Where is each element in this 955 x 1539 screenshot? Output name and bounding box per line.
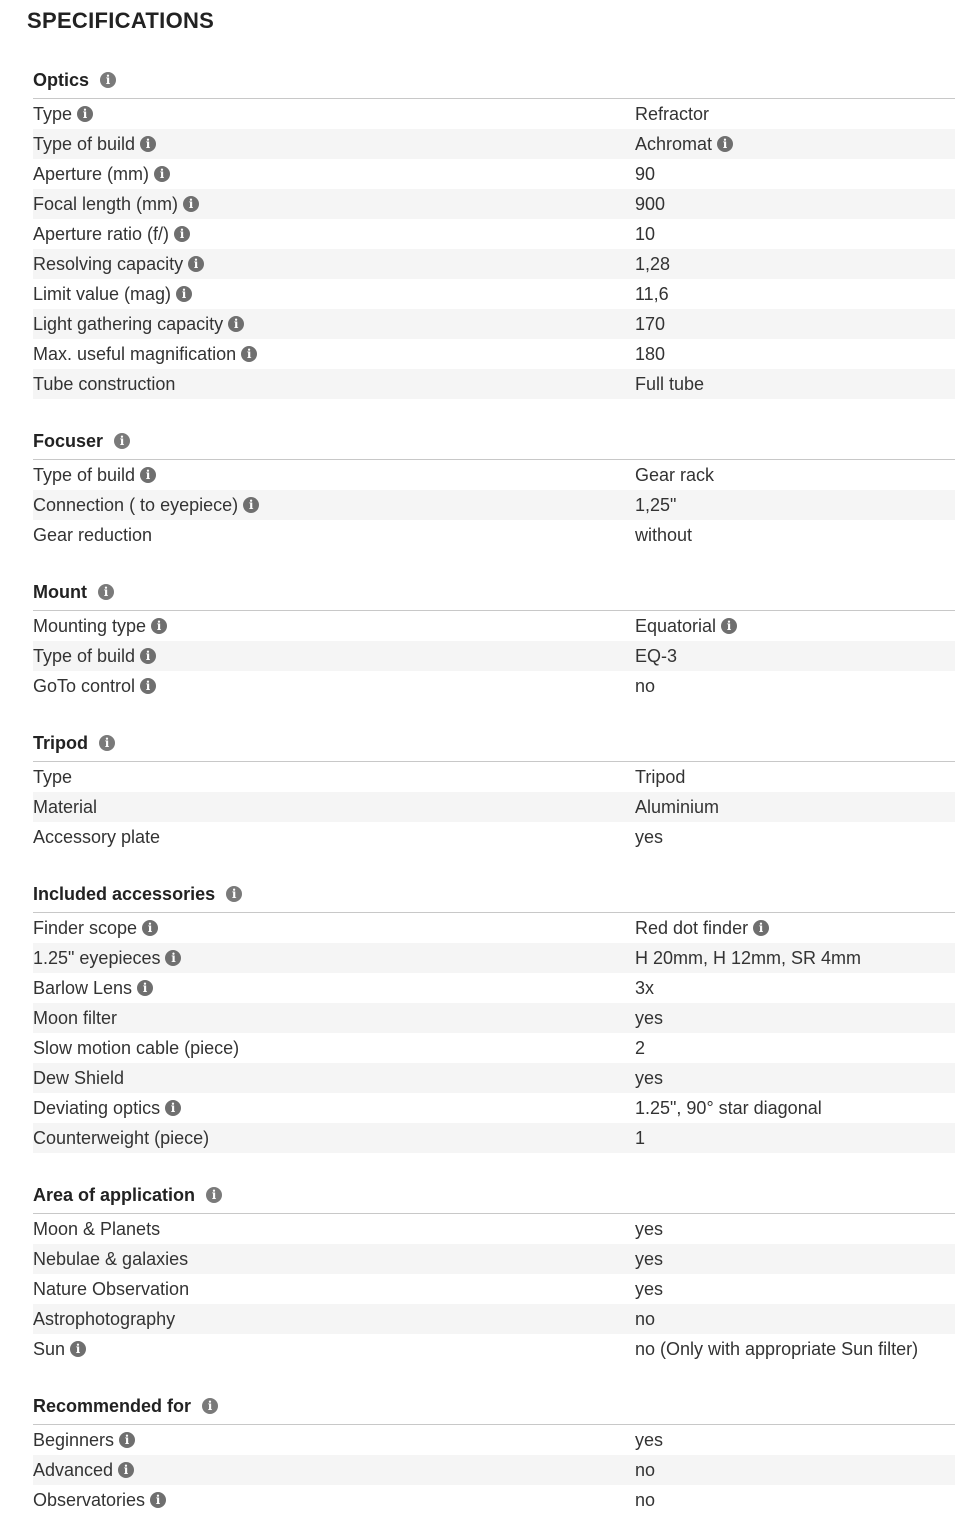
spec-label: Material [33,796,98,817]
spec-value: Red dot finder [635,917,749,938]
spec-value-cell [635,104,709,125]
spec-value-cell [635,646,677,667]
spec-row [33,309,955,339]
spec-row [33,611,955,641]
spec-value: 1.25", 90° star diagonal [635,1097,822,1118]
spec-value-cell [635,948,861,969]
spec-value-cell [635,224,655,245]
info-icon[interactable]: i [241,346,257,362]
spec-value: 10 [635,223,656,244]
info-icon[interactable]: i [165,1100,181,1116]
spec-label-cell [33,104,635,125]
spec-row [33,1123,955,1153]
spec-row [33,641,955,671]
spec-row [33,369,955,399]
spec-value-cell [635,1249,663,1270]
spec-label: Sun [33,1338,66,1359]
spec-table [33,1214,955,1364]
spec-label: Slow motion cable (piece) [33,1037,240,1058]
spec-label-cell [33,314,635,335]
info-icon[interactable]: i [165,950,181,966]
spec-label: Barlow Lens [33,977,133,998]
spec-value-cell [635,616,737,637]
spec-value-cell [635,1068,663,1089]
spec-label: Type [33,103,73,124]
spec-label: Gear reduction [33,524,153,545]
spec-value: no [635,1459,656,1480]
info-icon[interactable]: i [226,886,242,902]
spec-value-cell [635,1309,655,1330]
spec-value: Gear rack [635,464,715,485]
spec-label-cell [33,646,635,667]
spec-label: Limit value (mag) [33,283,172,304]
spec-label-cell [33,1279,635,1300]
section-header [33,1177,955,1214]
spec-label: Tube construction [33,373,176,394]
section-header [33,62,955,99]
info-icon[interactable]: i [119,1432,135,1448]
spec-value-cell [635,1490,655,1511]
section-title: Included accessories [33,883,216,904]
info-icon[interactable]: i [137,980,153,996]
spec-value: yes [635,1248,664,1269]
spec-value: 1 [635,1127,646,1148]
info-icon[interactable]: i [721,618,737,634]
spec-row [33,1425,955,1455]
spec-label: Beginners [33,1429,115,1450]
section-mount [33,574,955,701]
spec-value: no [635,1308,656,1329]
spec-value: no (Only with appropriate Sun filter) [635,1338,919,1359]
spec-row [33,1334,955,1364]
spec-row [33,1033,955,1063]
spec-label-cell [33,254,635,275]
spec-value: 170 [635,313,666,334]
info-icon[interactable]: i [77,106,93,122]
spec-value: 1,25" [635,494,677,515]
spec-value-cell [635,1339,918,1360]
spec-row [33,762,955,792]
spec-value: without [635,524,693,545]
spec-label: Aperture ratio (f/) [33,223,170,244]
spec-row [33,913,955,943]
spec-label: Moon filter [33,1007,118,1028]
spec-label: Type [33,766,73,787]
spec-value: 1,28 [635,253,671,274]
spec-value-cell [635,344,665,365]
spec-value-cell [635,1128,645,1149]
spec-label: Nature Observation [33,1278,190,1299]
spec-value-cell [635,1219,663,1240]
spec-label-cell [33,194,635,215]
section-title: Optics [33,69,90,90]
info-icon[interactable]: i [150,1492,166,1508]
section-tripod [33,725,955,852]
spec-label-cell [33,827,635,848]
spec-label: 1.25" eyepieces [33,947,161,968]
spec-label-cell [33,224,635,245]
spec-value: no [635,675,656,696]
info-icon[interactable]: i [188,256,204,272]
spec-label-cell [33,284,635,305]
spec-value: Equatorial [635,615,717,636]
section-area-of-application [33,1177,955,1364]
spec-value-cell [635,134,733,155]
spec-value-cell [635,525,692,546]
spec-row [33,1485,955,1515]
spec-value: 11,6 [635,283,669,304]
spec-label: Type of build [33,645,136,666]
info-icon[interactable]: i [140,648,156,664]
spec-label-cell [33,948,635,969]
spec-label-cell [33,1068,635,1089]
spec-value: EQ-3 [635,645,678,666]
spec-label-cell [33,918,635,939]
spec-value: Achromat [635,133,713,154]
spec-label: Mounting type [33,615,147,636]
spec-value-cell [635,1460,655,1481]
spec-label: Type of build [33,464,136,485]
spec-value: 3x [635,977,655,998]
spec-label-cell [33,344,635,365]
spec-value-cell [635,374,704,395]
spec-value: no [635,1489,656,1510]
spec-label: Deviating optics [33,1097,161,1118]
spec-label-cell [33,676,635,697]
section-title: Mount [33,581,87,602]
spec-label: Advanced [33,1459,114,1480]
spec-table [33,913,955,1153]
spec-label-cell [33,164,635,185]
info-icon[interactable]: i [140,136,156,152]
spec-value-cell [635,978,654,999]
info-icon[interactable]: i [202,1398,218,1414]
spec-label: Finder scope [33,917,138,938]
spec-label-cell [33,495,635,516]
section-title: Tripod [33,732,88,753]
spec-value: yes [635,826,664,847]
spec-value: 180 [635,343,666,364]
spec-label-cell [33,1249,635,1270]
spec-value-cell [635,797,719,818]
spec-label-cell [33,1430,635,1451]
info-icon[interactable]: i [243,497,259,513]
spec-row [33,159,955,189]
spec-row [33,1214,955,1244]
info-icon[interactable]: i [140,678,156,694]
section-title: Area of application [33,1184,196,1205]
info-icon[interactable]: i [151,618,167,634]
info-icon[interactable]: i [140,467,156,483]
spec-label: GoTo control [33,675,136,696]
spec-label-cell [33,1339,635,1360]
spec-label-cell [33,797,635,818]
spec-label-cell [33,134,635,155]
spec-table [33,762,955,852]
page-title: SPECIFICATIONS [27,8,215,33]
info-icon[interactable]: i [142,920,158,936]
spec-value-cell [635,314,665,335]
info-icon[interactable]: i [70,1341,86,1357]
info-icon[interactable]: i [118,1462,134,1478]
spec-label: Counterweight (piece) [33,1127,210,1148]
spec-value: yes [635,1218,664,1239]
spec-value: 900 [635,193,666,214]
spec-value-cell [635,284,669,305]
spec-row [33,249,955,279]
spec-label-cell [33,1219,635,1240]
spec-label-cell [33,978,635,999]
spec-value-cell [635,1038,645,1059]
spec-value-cell [635,1098,822,1119]
spec-row [33,1304,955,1334]
spec-label: Moon & Planets [33,1218,161,1239]
spec-row [33,129,955,159]
section-header [33,423,955,460]
spec-label-cell [33,1038,635,1059]
info-icon[interactable]: i [206,1187,222,1203]
spec-label-cell [33,1098,635,1119]
info-icon[interactable]: i [717,136,733,152]
spec-label-cell [33,1008,635,1029]
spec-value: Tripod [635,766,686,787]
spec-table [33,611,955,701]
spec-row [33,1003,955,1033]
section-title: Focuser [33,430,104,451]
section-recommended-for [33,1388,955,1515]
spec-table [33,1425,955,1515]
spec-row [33,189,955,219]
info-icon[interactable]: i [176,286,192,302]
spec-value: yes [635,1278,664,1299]
spec-row [33,339,955,369]
spec-value: Full tube [635,373,705,394]
spec-label-cell [33,1460,635,1481]
spec-value-cell [635,676,655,697]
spec-row [33,219,955,249]
spec-label: Astrophotography [33,1308,176,1329]
info-icon[interactable]: i [99,735,115,751]
spec-row [33,822,955,852]
spec-row [33,792,955,822]
spec-label: Resolving capacity [33,253,184,274]
spec-label-cell [33,1490,635,1511]
spec-label: Max. useful magnification [33,343,237,364]
section-header [33,1388,955,1425]
info-icon[interactable]: i [154,166,170,182]
section-focuser [33,423,955,550]
spec-label-cell [33,1309,635,1330]
section-included-accessories [33,876,955,1153]
info-icon[interactable]: i [174,226,190,242]
spec-label-cell [33,525,635,546]
spec-label: Aperture (mm) [33,163,150,184]
spec-value-cell [635,1279,663,1300]
info-icon[interactable]: i [98,584,114,600]
spec-value: Aluminium [635,796,720,817]
spec-value-cell [635,254,670,275]
spec-row [33,460,955,490]
spec-row [33,490,955,520]
section-header [33,876,955,913]
spec-label-cell [33,1128,635,1149]
spec-label-cell [33,767,635,788]
spec-value: H 20mm, H 12mm, SR 4mm [635,947,862,968]
spec-value: yes [635,1007,664,1028]
spec-row [33,1244,955,1274]
spec-label: Connection ( to eyepiece) [33,494,239,515]
spec-label-cell [33,616,635,637]
spec-table [33,99,955,399]
spec-value-cell [635,164,655,185]
spec-label: Focal length (mm) [33,193,179,214]
spec-value-cell [635,1430,663,1451]
spec-row [33,279,955,309]
section-header [33,725,955,762]
spec-value: Refractor [635,103,710,124]
spec-row [33,99,955,129]
spec-row [33,943,955,973]
spec-value-cell [635,1008,663,1029]
spec-row [33,1274,955,1304]
spec-value: 90 [635,163,656,184]
spec-label-cell [33,374,635,395]
info-icon[interactable]: i [228,316,244,332]
spec-value-cell [635,495,676,516]
specifications-list [33,62,955,1539]
info-icon[interactable]: i [114,433,130,449]
section-optics [33,62,955,399]
section-title: Recommended for [33,1395,192,1416]
spec-table [33,460,955,550]
spec-value-cell [635,767,685,788]
spec-value: yes [635,1429,664,1450]
spec-row [33,1063,955,1093]
spec-label: Type of build [33,133,136,154]
spec-value-cell [635,918,769,939]
info-icon[interactable]: i [183,196,199,212]
info-icon[interactable]: i [100,72,116,88]
spec-value-cell [635,827,663,848]
spec-row [33,1455,955,1485]
spec-value: 2 [635,1037,646,1058]
spec-row [33,973,955,1003]
spec-row [33,671,955,701]
spec-row [33,1093,955,1123]
spec-value-cell [635,194,665,215]
spec-label-cell [33,465,635,486]
section-header [33,574,955,611]
info-icon[interactable]: i [753,920,769,936]
spec-value-cell [635,465,714,486]
spec-label: Dew Shield [33,1067,125,1088]
spec-label: Observatories [33,1489,146,1510]
spec-row [33,520,955,550]
spec-label: Nebulae & galaxies [33,1248,189,1269]
spec-label: Light gathering capacity [33,313,224,334]
spec-label: Accessory plate [33,826,161,847]
spec-value: yes [635,1067,664,1088]
